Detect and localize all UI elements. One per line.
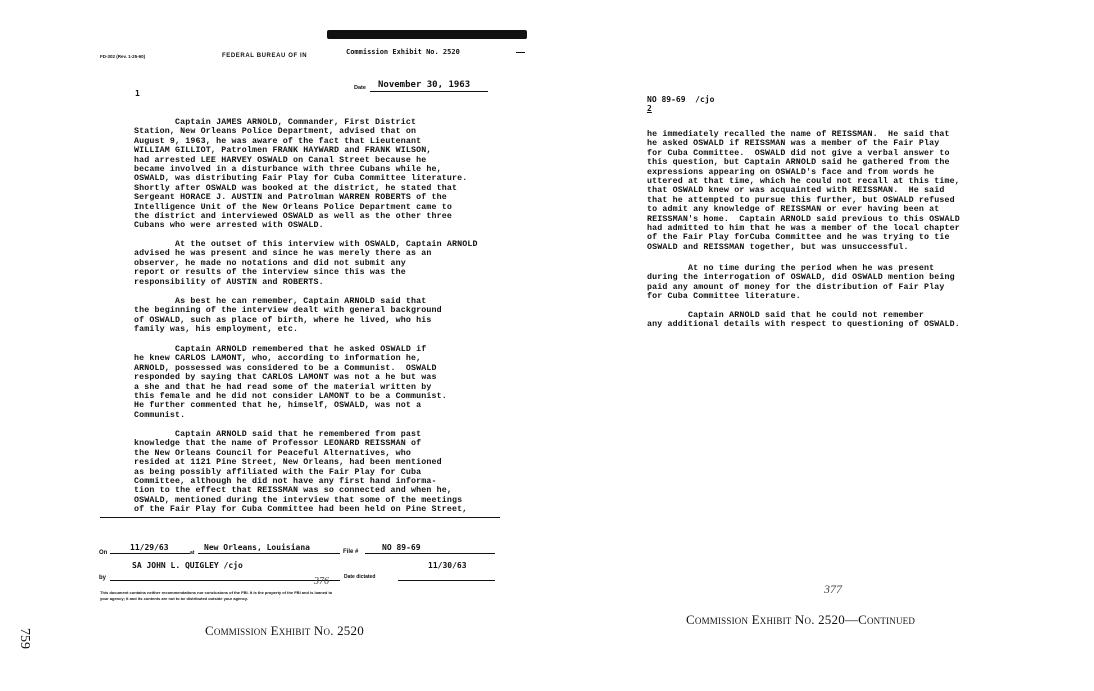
date-value: November 30, 1963 <box>378 80 471 90</box>
dictated-label: Date dictated <box>344 574 376 580</box>
paragraph-2: At the outset of this interview with OSWALD, Captain ARNOLD advised he was present and since he was merely there as an observer, he made no notations and did not submit any report or results of the interview since this was the responsibility of AUSTIN and ROBERTS. <box>134 240 478 287</box>
body-bottom-rule <box>100 517 500 518</box>
agency-header: FEDERAL BUREAU OF IN <box>222 53 308 59</box>
at-underline <box>198 553 340 554</box>
handwritten-number-right: 377 <box>824 582 842 596</box>
right-caption: Commission Exhibit No. 2520—Continued <box>686 612 916 627</box>
stamp-dash <box>516 52 525 53</box>
right-paragraph-2: At no time during the period when he was present during the interrogation of OSWALD, did OSWALD mention being paid any amount of money for the distribution of Fair Play for Cuba Committee literature. <box>647 264 955 302</box>
disclaimer-line-1: This document contains neither recommendations nor conclusions of the FBI. It is the property of the FBI and is loaned to <box>100 590 333 595</box>
left-caption: Commission Exhibit No. 2520 <box>205 623 364 638</box>
paragraph-3: As best he can remember, Captain ARNOLD said that the beginning of the interview dealt with general background of OSWALD, such as place of birth, where he lived, who his family was, his employment, etc. <box>134 297 442 335</box>
file-underline <box>365 553 495 554</box>
date-underline <box>370 91 488 92</box>
at-value: New Orleans, Louisiana <box>204 543 310 552</box>
date-label: Date <box>354 85 366 91</box>
exhibit-stamp: Commission Exhibit No. 2520 <box>346 48 460 56</box>
left-document-page <box>0 0 540 691</box>
handwritten-number-left: 376 <box>314 576 329 587</box>
on-label: On <box>99 550 108 556</box>
right-document-page <box>540 0 1094 691</box>
at-label: at <box>190 550 195 556</box>
paragraph-4: Captain ARNOLD remembered that he asked OSWALD if he knew CARLOS LAMONT, who, according to information he, ARNOLD, possessed was considered to be a Communist. OSWALD responded by saying that CARLOS LAMONT was not a he but was a she and that he had read some of the material written by this female and he did not consider LAMONT to be a Communist. He further commented that he, himself, OSWALD, was not a Communist. <box>134 345 447 420</box>
disclaimer-line-2: your agency; it and its contents are not to be distributed outside your agency. <box>100 596 248 601</box>
by-underline <box>110 580 340 581</box>
redaction-bar <box>327 30 527 39</box>
dictated-value: 11/30/63 <box>428 561 467 570</box>
file-label: File # <box>343 549 359 555</box>
margin-page-number: 759 <box>17 628 32 649</box>
on-underline <box>110 553 190 554</box>
right-paragraph-1: he immediately recalled the name of REISSMAN. He said that he asked OSWALD if REISSMAN was a member of the Fair Play for Cuba Committee. OSWALD did not give a verbal answer to this question, but Captain ARNOLD said he gathered from the expressions appearing on OSWALD's face and from words he uttered at that time, which he could not recall at this time, that OSWALD knew or was acquainted with REISSMAN. He said that he attempted to pursue this further, but OSWALD refused to admit any knowledge of REISSMAN or ever having been at REISSMAN's home. Captain ARNOLD said previous to this OSWALD had admitted to him that he was a member of the local chapter of the Fair Play forCuba Committee and he was trying to tie OSWALD and REISSMAN together, but was unsuccessful. <box>647 130 960 252</box>
file-value: NO 89-69 <box>382 543 421 552</box>
on-value: 11/29/63 <box>130 543 169 552</box>
file-reference: NO 89-69 /cjo <box>647 95 715 104</box>
dictated-underline <box>398 580 495 581</box>
by-label: by <box>99 575 107 581</box>
right-page-number: 2 <box>647 104 652 113</box>
paragraph-5: Captain ARNOLD said that he remembered from past knowledge that the name of Professor LEONARD REISSMAN of the New Orleans Council for Peaceful Alternatives, who resided at 1121 Pine Street, New Orleans, had been mentioned as being possibly affiliated with the Fair Play for Cuba Committee, although he did not have any first hand informa- tion to the effect that REISSMAN was so connected and when he, OSWALD, mentioned during the interview that some of the meetings of the Fair Play for Cuba Committee had been held on Pine Street, <box>134 430 468 515</box>
by-value: SA JOHN L. QUIGLEY /cjo <box>132 561 243 570</box>
page-number: 1 <box>135 89 140 98</box>
paragraph-1: Captain JAMES ARNOLD, Commander, First District Station, New Orleans Police Department, advised that on August 9, 1963, he was aware of the fact that Lieutenant WILLIAM GILLIOT, Patrolmen FRANK HAYWARD and FRANK WILSON, had arrested LEE HARVEY OSWALD on Canal Street because he became involved in a disturbance with three Cubans while he, OSWALD, was distributing Fair Play for Cuba Committee literature. Shortly after OSWALD was booked at the district, he stated that Sergeant HORACE J. AUSTIN and Patrolman WARREN ROBERTS of the Intelligence Unit of the New Orleans Police Department came to the district and interviewed OSWALD as well as the other three Cubans who were arrested with OSWALD. <box>134 118 468 231</box>
right-paragraph-3: Captain ARNOLD said that he could not remember any additional details with respect to questioning of OSWALD. <box>647 311 960 330</box>
form-number: FD-302 (Rev. 1-25-60) <box>100 54 146 59</box>
